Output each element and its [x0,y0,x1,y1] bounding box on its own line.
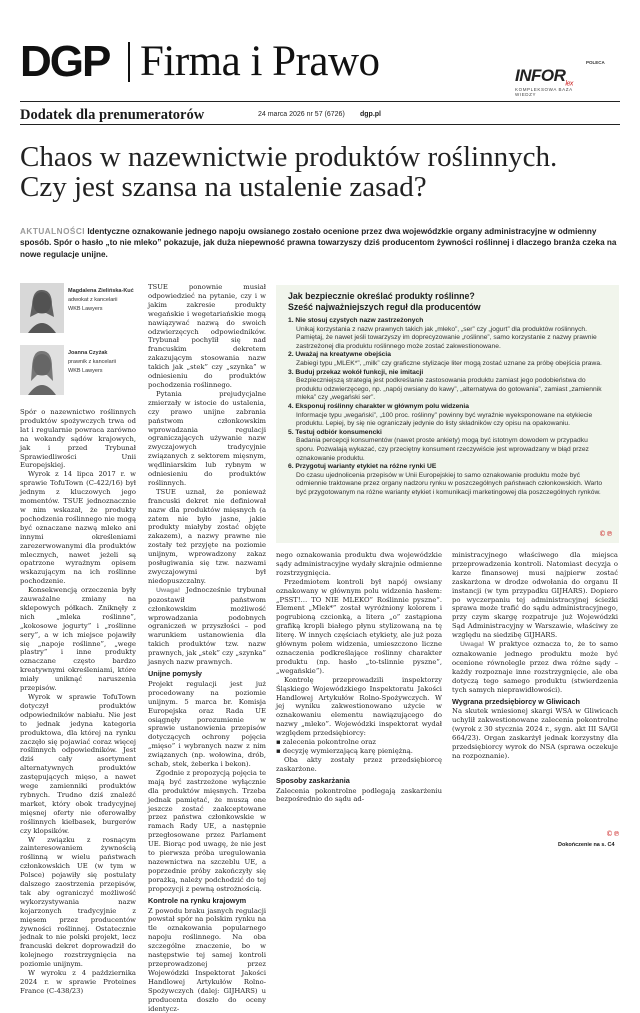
paragraph: Wyrok w sprawie TofuTown dotyczył produktów odpowiedników nabiału. Nie jest to jednak jedyna kategoria produktowa, dla której na rynku zaczęło się pojawiać coraz więcej roślinnych odpowiedników. Jest dziś cały asortyment alternatywnych produktów zastępujących mięso, a nawet wege zamienniki produktów rybnych. Trudno dziś znaleźć market, który obok tradycyjnej mięsnej oferty nie oferowałby roślinnych kiełbasek, burgerów czy klopsików. [20,693,136,835]
note-label: Uwaga! [156,586,181,594]
subheading: Wygrana przedsiębiorcy w Gliwicach [452,696,581,706]
supplement-label: Dodatek dla prenumeratorów [20,107,205,123]
paragraph: Konsekwencją orzeczenia były zauważalne zmiany na sklepowych półkach. Zniknęły z nich „mleka roślinne”, „kokosowe jogurty” i „roślinne sery”, a w ich miejsce pojawiły się „napoje roślinne”, „wege plastry” i inne produkty oznaczane często bardzo kreatywnymi określeniami, które miały uniknąć naruszenia przepisów. [20,586,136,693]
partner-suffix: lex [565,80,573,88]
lead [20,226,620,260]
box-item-head: 1. Nie stosuj czystych nazw zastrzeżonych [288,317,424,324]
dgp-logo: DGP [20,37,110,86]
masthead-rule [20,101,620,102]
note-label: Uwaga! [460,641,485,649]
continued-note: Dokończenie na s. C4 [558,842,615,848]
author-photo [20,345,64,395]
masthead-rule-bottom [20,124,620,125]
note-text: W praktyce oznacza to, że to samo oznakowanie jednego produktu może być ocenione równolegle przez dwa różne sądy – każdy rozpoznaje inne rozstrzygnięcie, ale oba dotyczą tego samego produktu (stwierdzenia tych samych nieprawidłowości). [452,640,618,694]
masthead-divider [128,42,130,82]
box-item-text: Bezpieczniejszą strategią jest podkreślanie zastosowania produktu zamiast jego podobieństwa do produktu odzwierzęcego, np. „napój owsiany do kawy”, „alternatywa do gotowania”, zamiast „zamiennik mleka” czy „wegański ser”. [296,377,602,402]
paragraph: Oba akty zostały przez przedsiębiorcę zaskarżone. [276,755,442,773]
column-2 [148,283,266,1013]
box-item-text: Unikaj korzystania z nazw prawnych takich jak „mleko”, „ser” czy „jogurt” dla produktów roślinnych. Pamiętaj, że nawet jeśli towarzyszy im doprecyzowanie „roślinne”, samo korzystanie z nazwy prawnie zastrzeżonej dla produktu roślinnego może zostać zakwestionowane. [296,325,597,350]
box-title-1: Jak bezpiecznie określać produkty roślinne? [288,291,475,301]
paragraph [148,586,266,667]
column-3 [276,551,442,804]
paragraph: TSUE uznał, że ponieważ francuski dekret nie definiował nazw dla produktów mięsnych (a zatem nie było jasne, jakie produkty miałyby zostać objęte zakazem), a nazwy prawne nie zostały też przyjęte na poziomie unijnym, wprowadzony zakaz posługiwania się tzw. nazwami zwyczajowymi był niedopuszczalny. [148,487,266,585]
box-item-head: 4. Eksponuj roślinny charakter w głównym polu widzenia [288,402,469,410]
column-4 [452,551,618,761]
author-2-role: prawnik z kancelarii [68,359,116,365]
headline [20,142,620,202]
paragraph: nego oznakowania produktu dwa wojewódzkie sądy administracyjne wydały skrajnie odmienne rozstrzygnięcia. [276,551,442,577]
author-1 [68,287,134,314]
paragraph: Spór o nazewnictwo roślinnych produktów spożywczych trwa od lat i regularnie powraca zarówno na wokandy sądów krajowych, jak i przed Trybunał Sprawiedliwości Unii Europejskiej. [20,408,136,470]
author-2-name: Joanna Czyżak [68,350,108,356]
partner-label: POLECA [586,60,605,65]
bullet-text: decyzję wymierzającą karę pieniężną. [282,746,413,755]
bullet-text: zalecenia pokontrolne oraz [282,738,377,747]
box-item [288,403,608,429]
lead-text: Identyczne oznakowanie jednego napoju owsianego zostało ocenione przez dwa wojewódzkie organy administracyjne w odmienny sposób. Spór o hasło „to nie mleko” pokazuje, jak duża niepewność prawna towarzyszy dziś producentom żywności roślinnej i dlaczego branża czeka na nowe regulacje unijne. [20,227,617,259]
author-photo [20,283,64,333]
copyright-icon: ©℗ [599,530,613,538]
lead-tag: AKTUALNOŚCI [20,227,86,236]
box-item-head: 6. Przygotuj warianty etykiet na różne rynki UE [288,463,437,471]
note-text: Jednocześnie trybunał pozostawił państwom członkowskim możliwość wprowadzania podobnych ograniczeń w przyszłości – pod warunkiem ustanowienia dla takich produktów tzw. nazw prawnych, jak „stek” czy „szynka” jasnych nazw prawnych. [148,585,266,667]
partner-tagline: KOMPLEKSOWA BAZA WIEDZY [515,87,573,97]
box-item [288,429,608,463]
box-item-head: 3. Buduj przekaz wokół funkcji, nie imitacji [288,368,424,376]
paragraph: Pytania prejudycjalne zmierzały w istocie do ustalenia, czy prawo unijne zabrania państwom członkowskim wprowadzania regulacji ograniczających używanie nazw zwyczajowych tradycyjnie związanych z sektorem mięsnym, wędliniarskim lub rybnym w odniesieniu do produktów roślinnych. [148,389,266,487]
author-1-role: adwokat z kancelarii [68,297,118,303]
infor-logo [515,66,573,87]
copyright-icon: ©℗ [606,830,620,838]
paragraph: W wyroku z 4 października 2024 r. w sprawie Proteines France (C-438/23) [20,969,136,995]
box-title-2: Sześć najważniejszych reguł dla producentów [288,302,481,312]
box-item [288,369,608,403]
author-2-firm: WKB Lawyers [68,368,103,374]
box-item-text: Informacje typu „wegański”, „100 proc. roślinny” powinny być wyraźnie wyeksponowane na etykiecie produktu. Lepiej, by się nie ograniczały jedynie do listy składników czy opisu na opakowaniu. [296,411,593,428]
author-1-name: Magdalena Zielińska-Kuć [68,288,134,294]
bullet-item: ▪ zalecenia pokontrolne oraz [276,738,377,747]
box-item [288,351,608,368]
paragraph: W związku z rosnącym zainteresowaniem żywnością roślinną w wielu państwach członkowskich UE (w tym w Polsce) pojawiły się postulaty dalszego zaostrzenia przepisów, tak aby ograniczyć możliwość wykorzystywania nazw kojarzonych tradycyjnie z mięsem przez producentów żywności roślinnej. Ostatecznie jednak to nie polski projekt, lecz francuski dekret doprowadził do kolejnego rozstrzygnięcia na poziomie unijnym. [20,835,136,969]
author-2 [68,349,116,376]
column-1 [20,408,136,996]
paragraph: Projekt regulacji jest już procedowany na poziomie unijnym. 5 marca br. Komisja Europejska oraz Rada UE osiągnęły porozumienie w sprawie ustanowienia przepisów dotyczących ochrony pojęcia „mięso” i wybranych nazw z nim związanych (np. wołowina, drób, schab, stek, żeberka i bekon). [148,679,266,769]
section-title: Firma i Prawo [140,38,380,85]
box-item [288,317,608,351]
site-link[interactable]: dgp.pl [360,111,381,118]
headline-line-2: Czy jest szansa na ustalenie zasad? [20,171,427,203]
subheading: Kontrole na rynku krajowym [148,895,247,905]
paragraph: Przedmiotem kontroli był napój owsiany oznakowany w głównym polu widzenia hasłem: „PSST!… TO NIE MLEKO” Roślinnie pyszne”. Element „Mlek*” został wyróżniony kolorem i pogrubioną czcionką, a litera „o” zastąpiona grafiką kropli białego płynu stylizowaną na tę literę. W innych częściach etykiety, ale już poza głównym polem widzenia, umieszczono liczne oznaczenia podkreślające roślinny charakter produktu (np. hasło „to-tslinnie pyszne”, „wegańskie”). [276,577,442,675]
box-item-head: 5. Testuj odbiór konsumencki [288,428,382,436]
subheading: Unijne pomysły [148,668,202,678]
paragraph: Zalecenia pokontrolne podlegają zaskarżeniu bezpośrednio do sądu ad- [276,786,442,804]
paragraph: Kontrolę przeprowadzili inspektorzy Śląskiego Wojewódzkiego Inspektoratu Jakości Handlowej Artykułów Rolno-Spożywczych. W jej wyniku zakwestionowano użycie w oznakowaniu elementu nawiązującego do nazwy „mleko”. Wojewódzki inspektorat wydał względem przedsiębiorcy: [276,675,442,738]
partner-name: INFOR [515,66,566,85]
paragraph: Zgodnie z propozycją pojęcia te mają być zastrzeżone wyłącznie dla produktów mięsnych. Trzeba jednak pamiętać, że muszą one jeszcze zostać zaakceptowane przez państwa członkowskie w ramach Rady UE, a następnie przegłosowane przez Parlament UE. Biorąc pod uwagę, że nie jest to pierwsza próba uregulowania nazewnictwa na szczeblu UE, a poprzednie próby zakończyły się porażką, należy podchodzić do tej propozycji z pewną ostrożnością. [148,768,266,893]
box-item-text: Badania percepcji konsumentów (nawet proste ankiety) mogą być istotnym dowodem w przypadku sporu. Pozwalają wykazać, czy przeciętny konsument rzeczywiście jest wprowadzany w błąd przez oznakowanie produktu. [296,437,589,462]
paragraph: Na skutek wniesionej skargi WSA w Gliwicach uchylił zakwestionowane zalecenia pokontrolne (wyrok z 30 stycznia 2024 r., sygn. akt III SA/Gl 664/23). Organ zaskarżył jednak korzystny dla przedsiębiorcy wyrok do NSA (sprawa oczekuje na rozpoznanie). [452,707,618,760]
rules-box [276,285,619,543]
box-item-head: 2. Uważaj na kreatywne obejścia [288,351,391,359]
box-item-text: Do czasu ujednolicenia przepisów w Unii Europejskiej to samo oznakowanie produktu może być odmiennie traktowane przez organy nadzoru rynku w poszczególnych państwach członkowskich. Warto być przygotowanym na różne warianty etykiet i komunikacji marketingowej dla poszczególnych rynków. [296,471,603,496]
box-item [288,463,608,497]
paragraph: ministracyjnego właściwego dla miejsca przeprowadzenia kontroli. Natomiast decyzja o karze finansowej musi najpierw zostać zaskarżona w drodze odwołania do organu II instancji (w tym przypadku GIJHARS). Dopiero po wyczerpaniu tej administracyjnej ścieżki sprawa może trafić do sądu administracyjnego, przy czym skargę rozpatruje już Wojewódzki Sąd Administracyjny w Warszawie, właściwy ze względu na siedzibę GIJHARS. [452,551,618,640]
bullet-item: ▪ decyzję wymierzającą karę pieniężną. [276,746,413,755]
headline-line-1: Chaos w nazewnictwie produktów roślinnych. [20,141,558,173]
paragraph: Wyrok z 14 lipca 2017 r. w sprawie TofuTown (C-422/16) był jednym z kluczowych jego momentów. TSUE jednoznacznie w nim wskazał, że produkty pochodzenia roślinnego nie mogą być oznaczane nazwą mleko ani innymi określeniami zarezerwowanymi dla produktów mlecznych, nawet jeżeli są opatrzone wyraźnym opisem wskazującym na ich roślinne pochodzenie. [20,470,136,586]
paragraph: Z powodu braku jasnych regulacji powstał spór na polskim rynku na tle oznakowania popularnego napoju roślinnego. Na oba szczególne znaczenie, bo w następstwie tej samej kontroli przeprowadzonej przez Wojewódzki Inspektorat Jakości Handlowej Artykułów Rolno-Spożywczych (dalej: GIJHARS) u producenta doszło do oceny identycz- [148,906,266,1013]
issue-date: 24 marca 2026 nr 57 (6726) [258,111,345,118]
author-1-firm: WKB Lawyers [68,306,103,312]
subheading: Sposoby zaskarżania [276,775,350,785]
box-item-text: Zabiegi typu „MLEK*”, „milk” czy graficzne stylizacje liter mogą zostać uznane za próbę obejścia prawa. [296,359,602,367]
paragraph [452,640,618,694]
paragraph: TSUE ponownie musiał odpowiedzieć na pytanie, czy i w jakim zakresie produkty wegańskie i wegetariańskie mogą nawiązywać nazwą do swoich odzwierzęcych odpowiedników. Trybunał pochylił się nad francuskim dekretem zakazującym stosowania nazw takich jak „stek” czy „szynka” w odniesieniu do produktów pochodzenia roślinnego. [148,283,266,389]
